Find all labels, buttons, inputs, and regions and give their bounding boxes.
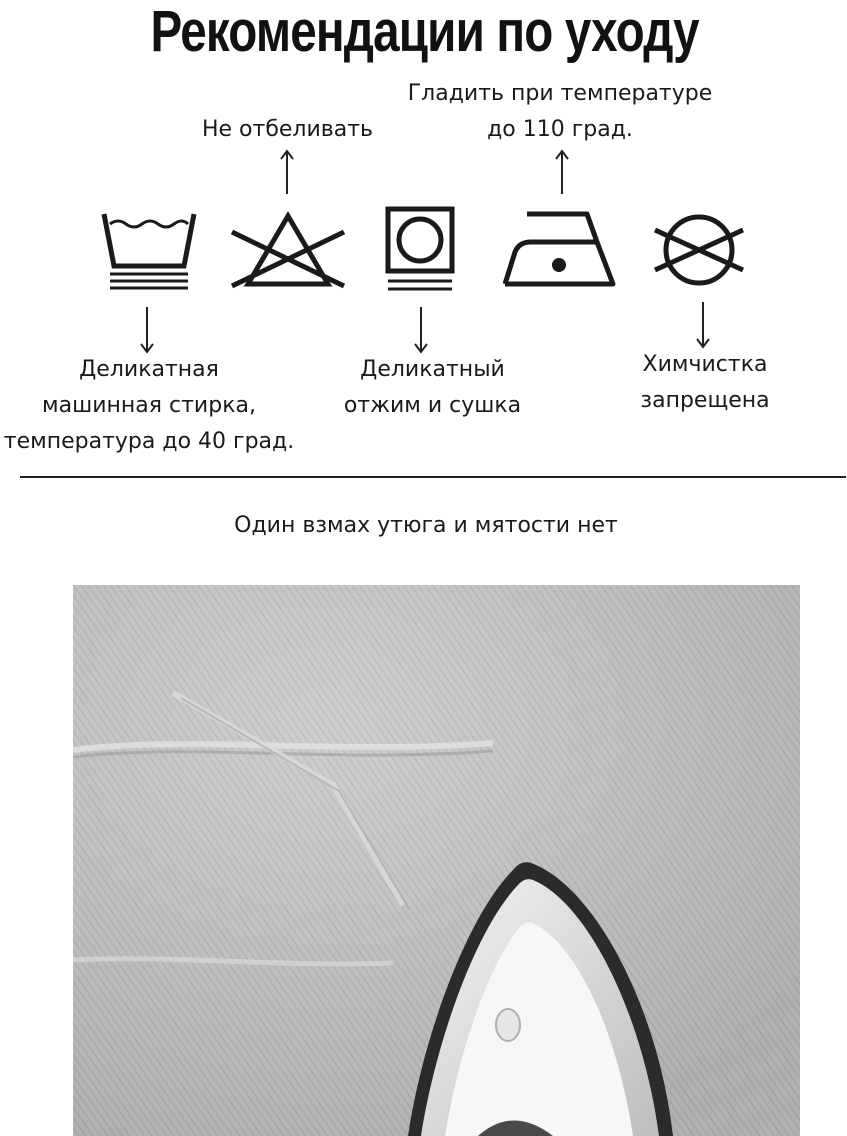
gentle-tumble-dry-icon: [384, 205, 456, 297]
up-arrow-icon: [552, 148, 572, 198]
dry-caption: [330, 352, 535, 424]
wash-caption: [0, 352, 298, 460]
iron-caption-line: Гладить при температуре: [407, 81, 713, 106]
wash-caption-line: Деликатная: [79, 357, 219, 382]
dry-clean-caption: [620, 347, 790, 419]
iron-caption: [395, 76, 725, 148]
do-not-dry-clean-icon: [651, 208, 747, 292]
delicate-wash-40-icon: [98, 208, 200, 292]
up-arrow-icon: [277, 148, 297, 198]
dry-clean-caption-line: запрещена: [640, 388, 770, 413]
dry-caption-line: отжим и сушка: [343, 393, 522, 418]
bleach-caption: [180, 112, 395, 148]
down-arrow-icon: [693, 300, 713, 350]
down-arrow-icon: [411, 305, 431, 355]
down-arrow-icon: [137, 305, 157, 355]
slogan: Один взмах утюга и мятости нет: [234, 513, 618, 538]
dry-clean-caption-line: Химчистка: [642, 352, 768, 377]
bleach-caption-line: Не отбеливать: [201, 117, 374, 142]
do-not-bleach-icon: [228, 210, 348, 292]
dry-caption-line: Деликатный: [360, 357, 505, 382]
iron-on-fabric-photo: [73, 585, 800, 1136]
iron-caption-line: до 110 град.: [487, 117, 633, 142]
page-title: Рекомендации по уходу: [150, 0, 699, 64]
wash-caption-line: машинная стирка,: [42, 393, 256, 418]
iron-low-temperature-icon: [497, 210, 621, 292]
wash-caption-line: температура до 40 град.: [3, 429, 295, 454]
section-divider: [20, 476, 846, 478]
